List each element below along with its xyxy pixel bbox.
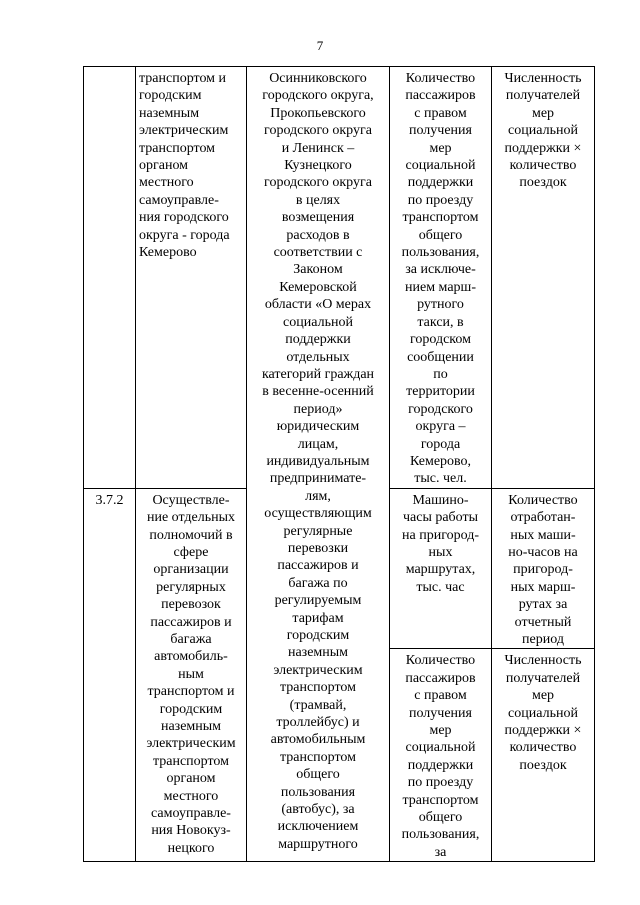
measure-name-cell: транспортом и городским наземным электрическим транспортом органом местного самоуправле- ния городского округа - города Кемерово — [136, 67, 247, 489]
table-row — [84, 67, 595, 489]
measure-name-cell: Осуществле- ние отдельных полномочий в сфере организации регулярных перевозок пассажиров и багажа автомобиль- ным транспортом и городским наземным электрическим транспортом органом местного самоуправле- ния Новокуз- нецкого — [136, 488, 247, 862]
row-number-cell-empty — [84, 67, 136, 489]
document-table — [83, 66, 595, 862]
formula-cell: Численность получателей мер социальной поддержки × количество поездок — [492, 649, 595, 862]
formula-cell: Численность получателей мер социальной поддержки × количество поездок — [492, 67, 595, 489]
measure-description-cell: Осинниковского городского округа, Прокопьевского городского округа и Ленинск – Кузнецкого городского округа в целях возмещения расходов в соответствии с Законом Кемеровской области «О мерах социальной поддержки отдельных категорий граждан в весенне-осенний период» юридическим лицам, индивидуальным предпринимате- лям, осуществляющим регулярные перевозки пассажиров и багажа по регулируемым тарифам городским наземным электрическим транспортом (трамвай, троллейбус) и автомобильным транспортом общего пользования (автобус), за исключением маршрутного — [247, 67, 390, 862]
indicator-cell: Машино- часы работы на пригород- ных маршрутах, тыс. час — [390, 488, 492, 649]
indicator-cell: Количество пассажиров с правом получения мер социальной поддержки по проезду транспортом общего пользования, за — [390, 649, 492, 862]
row-number-cell: 3.7.2 — [84, 488, 136, 862]
page-number: 7 — [316, 38, 324, 53]
formula-cell: Количество отработан- ных маши- но-часов на пригород- ных марш- рутах за отчетный период — [492, 488, 595, 649]
indicator-cell: Количество пассажиров с правом получения мер социальной поддержки по проезду транспортом общего пользования, за исключе- нием марш- рутного такси, в городском сообщении по территории городского округа – города Кемерово, тыс. чел. — [390, 67, 492, 489]
